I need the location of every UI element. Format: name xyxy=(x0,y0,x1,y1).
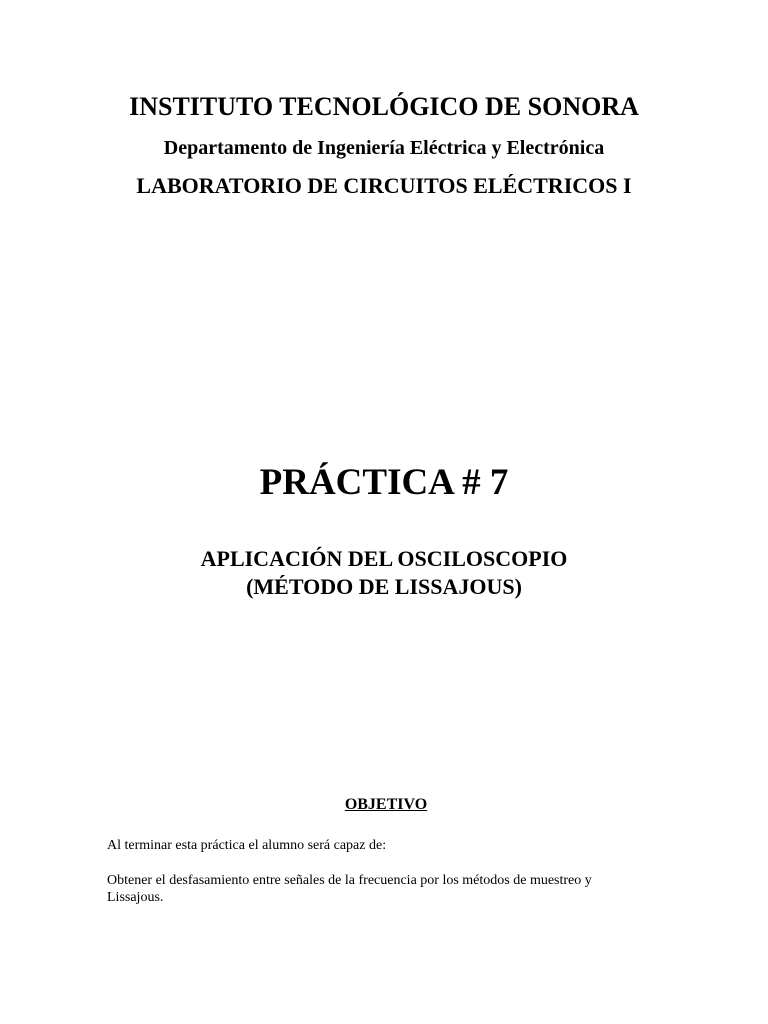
objective-description: Obtener el desfasamiento entre señales de la frecuencia por los métodos de muestreo y Lissajous. xyxy=(107,873,592,905)
practice-title-line-2: (MÉTODO DE LISSAJOUS) xyxy=(246,574,522,599)
department-title: Departamento de Ingeniería Eléctrica y Electrónica xyxy=(163,137,605,159)
laboratory-title: LABORATORIO DE CIRCUITOS ELÉCTRICOS I xyxy=(136,173,632,198)
practice-number: PRÁCTICA # 7 xyxy=(259,462,509,503)
practice-title-line-1: APLICACIÓN DEL OSCILOSCOPIO xyxy=(200,546,568,571)
objective-heading: OBJETIVO xyxy=(344,796,428,813)
institution-title: INSTITUTO TECNOLÓGICO DE SONORA xyxy=(129,92,639,121)
objective-intro-text: Al terminar esta práctica el alumno será capaz de: xyxy=(107,838,387,853)
